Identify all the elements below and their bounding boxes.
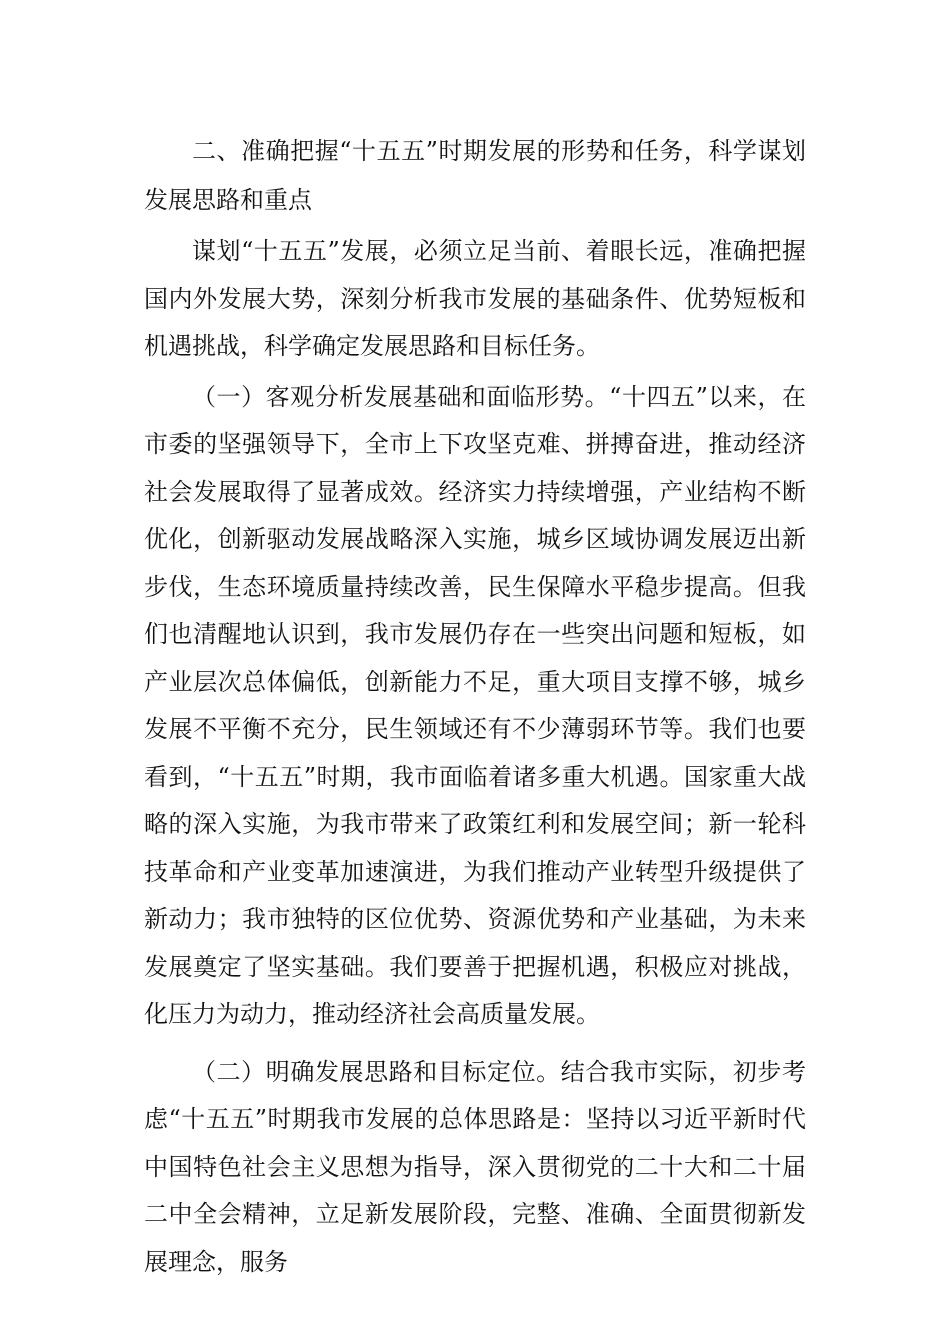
paragraph-intro: 谋划“十五五”发展，必须立足当前、着眼长远，准确把握国内外发展大势，深刻分析我市发展的基础条件、优势短板和机遇挑战，科学确定发展思路和目标任务。	[144, 237, 806, 360]
section-heading: 二、准确把握“十五五”时期发展的形势和任务，科学谋划发展思路和重点	[144, 137, 806, 214]
document-body	[144, 127, 806, 1286]
paragraph-development-approach: （二）明确发展思路和目标定位。结合我市实际，初步考虑“十五五”时期我市发展的总体思路是：坚持以习近平新时代中国特色社会主义思想为指导，深入贯彻党的二十大和二十届二中全会精神，立足新发展阶段，完整、准确、全面贯彻新发展理念，服务	[144, 1057, 806, 1276]
paragraph-development-foundation: （一）客观分析发展基础和面临形势。“十四五”以来，在市委的坚强领导下，全市上下攻坚克难、拼搏奋进，推动经济社会发展取得了显著成效。经济实力持续增强，产业结构不断优化，创新驱动发展战略深入实施，城乡区域协调发展迈出新步伐，生态环境质量持续改善，民生保障水平稳步提高。但我们也清醒地认识到，我市发展仍存在一些突出问题和短板，如产业层次总体偏低，创新能力不足，重大项目支撑不够，城乡发展不平衡不充分，民生领域还有不少薄弱环节等。我们也要看到，“十五五”时期，我市面临着诸多重大机遇。国家重大战略的深入实施，为我市带来了政策红利和发展空间；新一轮科技革命和产业变革加速演进，为我们推动产业转型升级提供了新动力；我市独特的区位优势、资源优势和产业基础，为未来发展奠定了坚实基础。我们要善于把握机遇，积极应对挑战，化压力为动力，推动经济社会高质量发展。	[144, 382, 806, 1028]
